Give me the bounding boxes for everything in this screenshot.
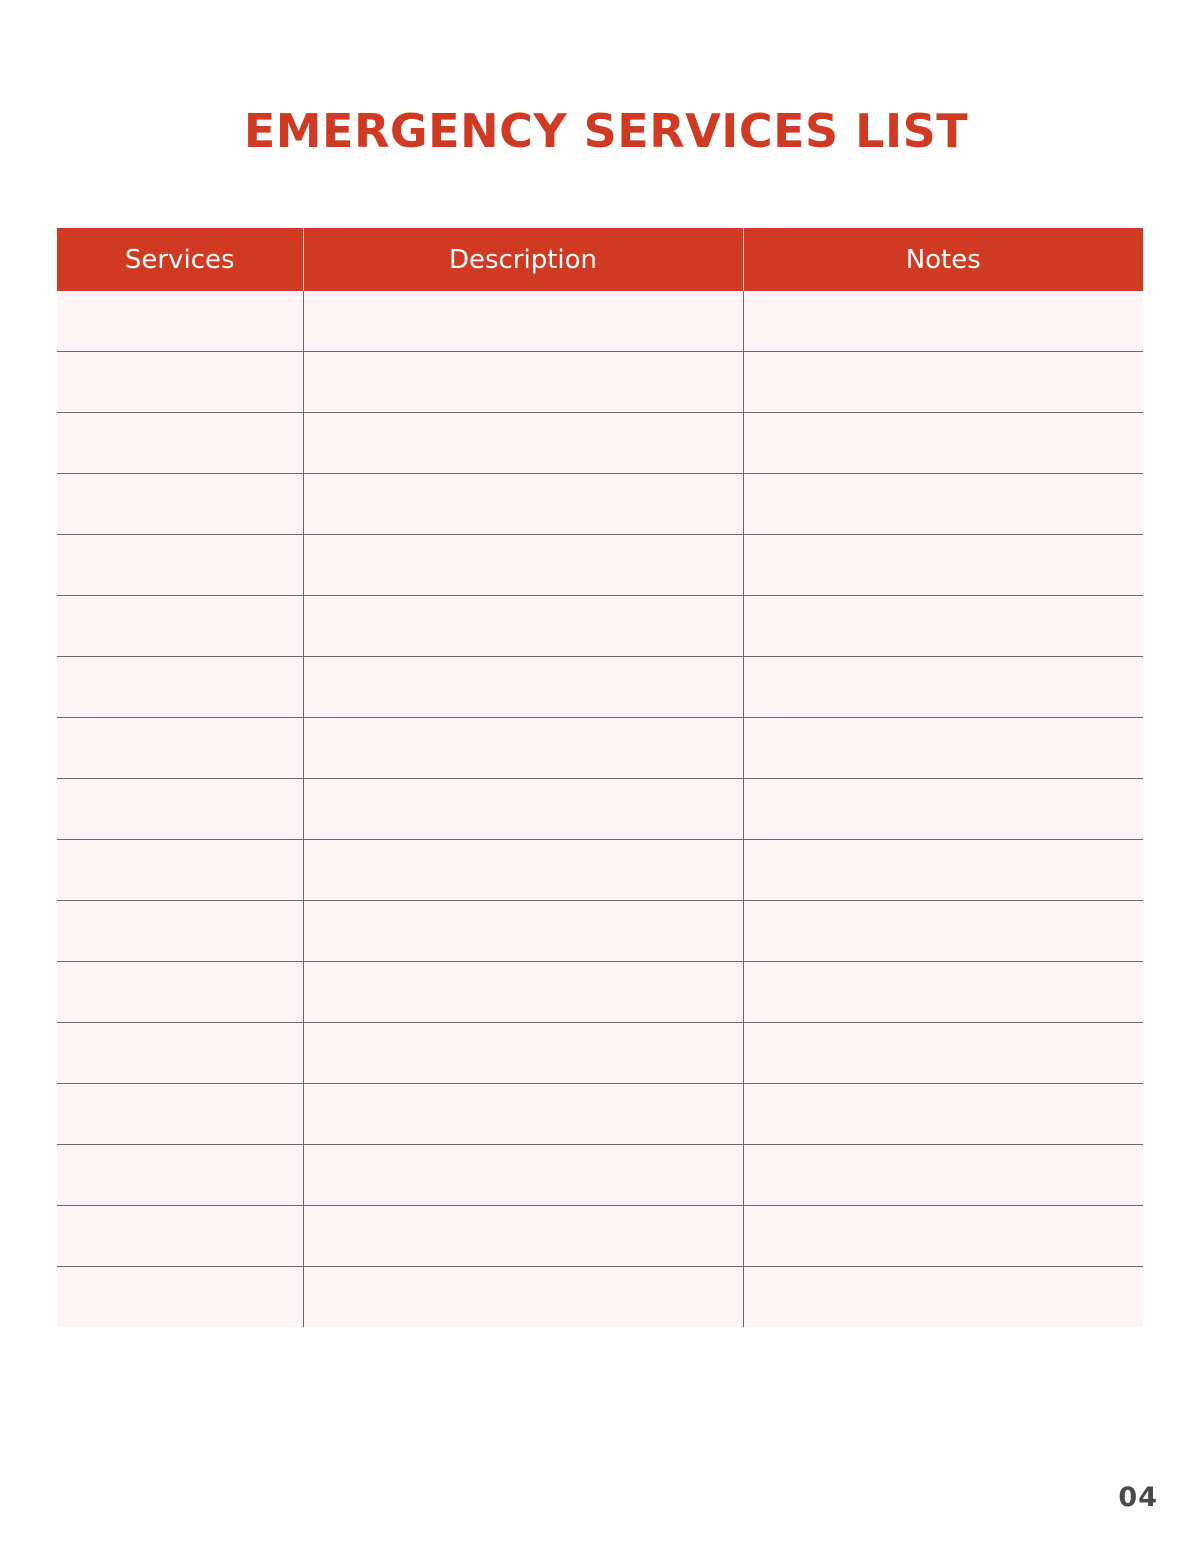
column-header-description: Description (303, 228, 743, 291)
services-cell[interactable] (57, 1084, 303, 1145)
services-cell[interactable] (57, 352, 303, 413)
table-row (57, 535, 1143, 596)
table-row (57, 474, 1143, 535)
table-row (57, 1145, 1143, 1206)
notes-cell[interactable] (743, 1023, 1143, 1084)
notes-cell[interactable] (743, 474, 1143, 535)
notes-cell[interactable] (743, 840, 1143, 901)
table-row (57, 840, 1143, 901)
notes-cell[interactable] (743, 413, 1143, 474)
description-cell[interactable] (303, 413, 743, 474)
services-cell[interactable] (57, 474, 303, 535)
notes-cell[interactable] (743, 962, 1143, 1023)
services-cell[interactable] (57, 657, 303, 718)
description-cell[interactable] (303, 779, 743, 840)
services-cell[interactable] (57, 779, 303, 840)
services-cell[interactable] (57, 1145, 303, 1206)
emergency-services-table (57, 228, 1143, 1327)
description-cell[interactable] (303, 657, 743, 718)
description-cell[interactable] (303, 718, 743, 779)
services-cell[interactable] (57, 1023, 303, 1084)
notes-cell[interactable] (743, 1267, 1143, 1328)
notes-cell[interactable] (743, 718, 1143, 779)
table-row (57, 962, 1143, 1023)
table-row (57, 901, 1143, 962)
notes-cell[interactable] (743, 1206, 1143, 1267)
table-row (57, 657, 1143, 718)
services-cell[interactable] (57, 840, 303, 901)
description-cell[interactable] (303, 962, 743, 1023)
notes-cell[interactable] (743, 901, 1143, 962)
table-body (57, 291, 1143, 1327)
notes-cell[interactable] (743, 779, 1143, 840)
services-cell[interactable] (57, 413, 303, 474)
notes-cell[interactable] (743, 535, 1143, 596)
description-cell[interactable] (303, 535, 743, 596)
services-cell[interactable] (57, 291, 303, 352)
description-cell[interactable] (303, 901, 743, 962)
table-row (57, 1084, 1143, 1145)
table-row (57, 291, 1143, 352)
column-header-notes: Notes (743, 228, 1143, 291)
description-cell[interactable] (303, 1023, 743, 1084)
page-title: EMERGENCY SERVICES LIST (243, 104, 969, 158)
table-row (57, 779, 1143, 840)
description-cell[interactable] (303, 1145, 743, 1206)
page-number: 04 (1118, 1482, 1158, 1513)
notes-cell[interactable] (743, 657, 1143, 718)
services-cell[interactable] (57, 901, 303, 962)
notes-cell[interactable] (743, 596, 1143, 657)
notes-cell[interactable] (743, 291, 1143, 352)
notes-cell[interactable] (743, 1145, 1143, 1206)
table-row (57, 596, 1143, 657)
description-cell[interactable] (303, 596, 743, 657)
description-cell[interactable] (303, 1084, 743, 1145)
description-cell[interactable] (303, 474, 743, 535)
table-row (57, 352, 1143, 413)
table-header (57, 228, 1143, 291)
table-row (57, 1206, 1143, 1267)
header-row (57, 228, 1143, 291)
services-cell[interactable] (57, 1267, 303, 1328)
notes-cell[interactable] (743, 352, 1143, 413)
services-cell[interactable] (57, 718, 303, 779)
services-cell[interactable] (57, 1206, 303, 1267)
description-cell[interactable] (303, 1267, 743, 1328)
services-cell[interactable] (57, 535, 303, 596)
table-row (57, 413, 1143, 474)
table-row (57, 1023, 1143, 1084)
table-row (57, 1267, 1143, 1328)
services-cell[interactable] (57, 962, 303, 1023)
column-header-services: Services (57, 228, 303, 291)
notes-cell[interactable] (743, 1084, 1143, 1145)
description-cell[interactable] (303, 352, 743, 413)
table-row (57, 718, 1143, 779)
description-cell[interactable] (303, 840, 743, 901)
description-cell[interactable] (303, 291, 743, 352)
description-cell[interactable] (303, 1206, 743, 1267)
services-cell[interactable] (57, 596, 303, 657)
